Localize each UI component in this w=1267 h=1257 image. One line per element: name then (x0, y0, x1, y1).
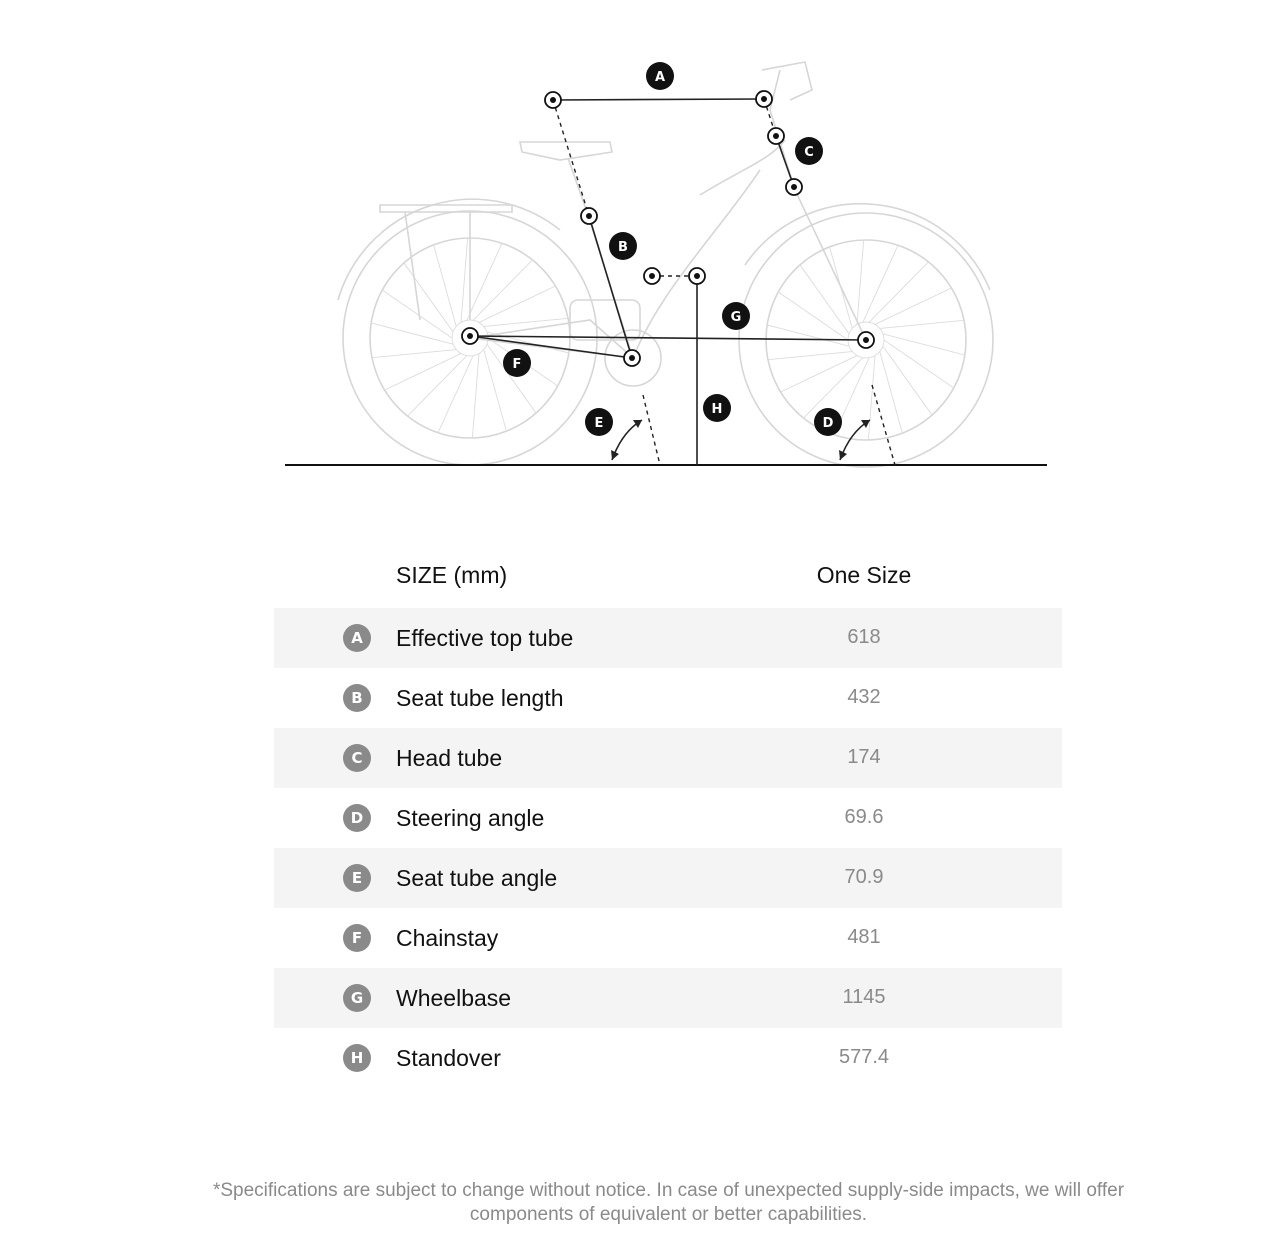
label-F (503, 349, 531, 377)
wheel-spoke (434, 245, 457, 327)
row-letter-badge: G (343, 984, 371, 1012)
row-letter-badge: C (343, 744, 371, 772)
row-value: 70.9 (844, 866, 884, 888)
table-row (274, 848, 1062, 908)
svg-text:A: A (654, 70, 666, 85)
measurement-point-dot (863, 337, 869, 343)
label-A (646, 62, 674, 90)
label-D (814, 408, 842, 436)
row-name: Chainstay (396, 925, 499, 951)
measurement-point-dot (773, 133, 779, 139)
wheel-spoke (479, 286, 555, 322)
svg-text:B: B (618, 240, 628, 255)
wheel-spoke (372, 350, 456, 358)
row-value: 618 (847, 626, 881, 648)
table-row (274, 1028, 1062, 1088)
row-name: Head tube (396, 745, 503, 771)
measurement-point-dot (629, 355, 635, 361)
wheel-spoke (767, 325, 849, 346)
bike-geometry-diagram (0, 0, 1267, 500)
svg-text:D: D (822, 416, 834, 431)
row-value: 69.6 (844, 806, 884, 828)
row-name: Seat tube angle (396, 865, 558, 891)
wheel-spoke (868, 356, 875, 440)
measurement-points (462, 91, 874, 366)
svg-text:H: H (711, 402, 723, 417)
wheel-spoke (884, 340, 954, 388)
wheel-spoke (487, 332, 569, 353)
svg-text:G: G (730, 310, 742, 325)
measurement-point-dot (649, 273, 655, 279)
wheel-spoke (768, 352, 852, 360)
row-letter-badge: D (343, 804, 371, 832)
table-row (274, 788, 1062, 848)
wheel-spoke (472, 354, 479, 438)
measurement-point-dot (586, 213, 592, 219)
measurement-point-dot (550, 97, 556, 103)
table-row (274, 608, 1062, 668)
row-name: Effective top tube (396, 625, 574, 651)
wheel-spoke (883, 334, 965, 355)
row-name: Seat tube length (396, 685, 564, 711)
svg-text:F: F (512, 357, 522, 372)
row-name: Steering angle (396, 805, 545, 831)
one-size-header: One Size (816, 562, 912, 588)
measurement-point-dot (467, 333, 473, 339)
measurement-point-dot (694, 273, 700, 279)
wheel-spoke (880, 352, 903, 434)
label-E (585, 408, 613, 436)
wheel-spoke (875, 288, 951, 324)
wheel-spoke (778, 292, 848, 340)
geometry-table (274, 608, 1062, 1088)
wheel-spoke (880, 320, 964, 328)
wheel-spoke (484, 350, 507, 432)
wheel-spoke (385, 354, 461, 390)
row-value: 577.4 (838, 1046, 890, 1068)
row-value: 481 (847, 926, 881, 948)
wheel-spoke (461, 238, 468, 322)
table-header (274, 562, 1062, 596)
footnote-line-2: components of equivalent or better capabilities. (469, 1204, 868, 1225)
measurement-point-dot (791, 184, 797, 190)
row-name: Standover (396, 1045, 501, 1071)
svg-text:C: C (804, 145, 814, 160)
label-B (609, 232, 637, 260)
table-row (274, 968, 1062, 1028)
row-letter-badge: B (343, 684, 371, 712)
row-value: 432 (847, 686, 881, 708)
label-H (703, 394, 731, 422)
table-row (274, 668, 1062, 728)
row-letter-badge: E (343, 864, 371, 892)
row-name: Wheelbase (396, 985, 512, 1011)
size-header: SIZE (mm) (396, 562, 508, 588)
wheel-spoke (781, 356, 857, 392)
label-G (722, 302, 750, 330)
wheel-spoke (857, 240, 864, 324)
row-value: 1145 (842, 986, 886, 1008)
label-C (795, 137, 823, 165)
row-value: 174 (847, 746, 881, 768)
svg-text:E: E (594, 416, 604, 431)
row-letter-badge: F (343, 924, 371, 952)
bike-silhouette (338, 62, 993, 467)
specifications-footnote (80, 1179, 1257, 1227)
table-row (274, 908, 1062, 968)
table-row (274, 728, 1062, 788)
row-letter-badge: A (343, 624, 371, 652)
wheel-spoke (371, 323, 453, 344)
measurement-point-dot (761, 96, 767, 102)
row-letter-badge: H (343, 1044, 371, 1072)
footnote-line-1: *Specifications are subject to change without notice. In case of unexpected supply-side impacts, we will offer (212, 1180, 1125, 1201)
